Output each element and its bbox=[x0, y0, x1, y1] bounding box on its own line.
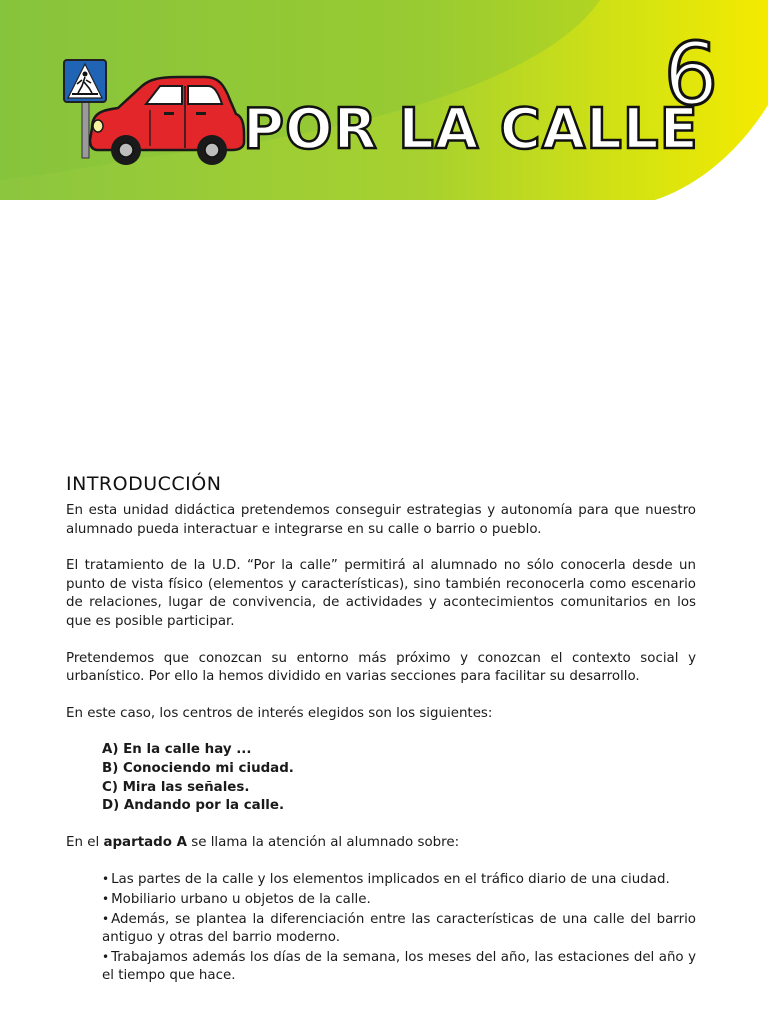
list-item bbox=[102, 948, 696, 986]
introduction-section bbox=[66, 470, 696, 986]
bullet-text: Las partes de la calle y los elementos implicados en el tráfico diario de una ciudad. bbox=[111, 872, 670, 888]
centers-of-interest-list bbox=[66, 741, 696, 815]
paragraph-4: En este caso, los centros de interés elegidos son los siguientes: bbox=[66, 705, 493, 721]
list-item bbox=[102, 870, 696, 890]
bullet-icon: • bbox=[102, 949, 110, 964]
list-item: C) Mira las señales. bbox=[102, 779, 250, 795]
bullet-text: Además, se plantea la diferenciación entre las características de una calle del barrio antiguo y otras del barrio moderno. bbox=[102, 911, 696, 946]
paragraph-1: En esta unidad didáctica pretendemos conseguir estrategias y autonomía para que nuestro alumnado pueda interactuar e integrarse en su calle o barrio o pueblo. bbox=[66, 503, 696, 537]
list-item: D) Andando por la calle. bbox=[102, 798, 285, 814]
paragraph-3: Pretendemos que conozcan su entorno más próximo y conozcan el contexto social y urbanístico. Por ello la hemos dividido en varias secciones para facilitar su desarrollo. bbox=[66, 650, 696, 685]
list-item bbox=[102, 910, 696, 948]
bullet-icon: • bbox=[102, 872, 110, 887]
paragraph-2: El tratamiento de la U.D. “Por la calle” permitirá al alumnado no sólo conocerla desde un punto de vista físico (elementos y características), sino también reconocerla como escenario de relaciones, lugar de convivencia, de actividades y acontecimientos comunitarios en los que es posible participar. bbox=[66, 558, 696, 629]
section-a-bullet-list bbox=[66, 870, 696, 986]
list-item: A) En la calle hay ... bbox=[102, 742, 252, 758]
list-item bbox=[102, 890, 696, 910]
chapter-header bbox=[0, 0, 768, 200]
bullet-text: Trabajamos además los días de la semana, los meses del año, las estaciones del año y el tiempo que hace. bbox=[102, 949, 696, 984]
paragraph-5-rest: se llama la atención al alumnado sobre: bbox=[191, 834, 460, 850]
chapter-number: 6 bbox=[663, 25, 719, 125]
paragraph-5 bbox=[66, 834, 696, 853]
bullet-text: Mobiliario urbano u objetos de la calle. bbox=[111, 891, 371, 907]
bullet-icon: • bbox=[102, 911, 110, 926]
list-item: B) Conociendo mi ciudad. bbox=[102, 760, 294, 776]
section-heading: INTRODUCCIÓN bbox=[66, 473, 222, 495]
section-a-label: apartado A bbox=[103, 834, 187, 850]
bullet-icon: • bbox=[102, 891, 110, 906]
paragraph-5-lead: En el bbox=[66, 834, 100, 850]
chapter-title: POR LA CALLE bbox=[243, 97, 699, 162]
